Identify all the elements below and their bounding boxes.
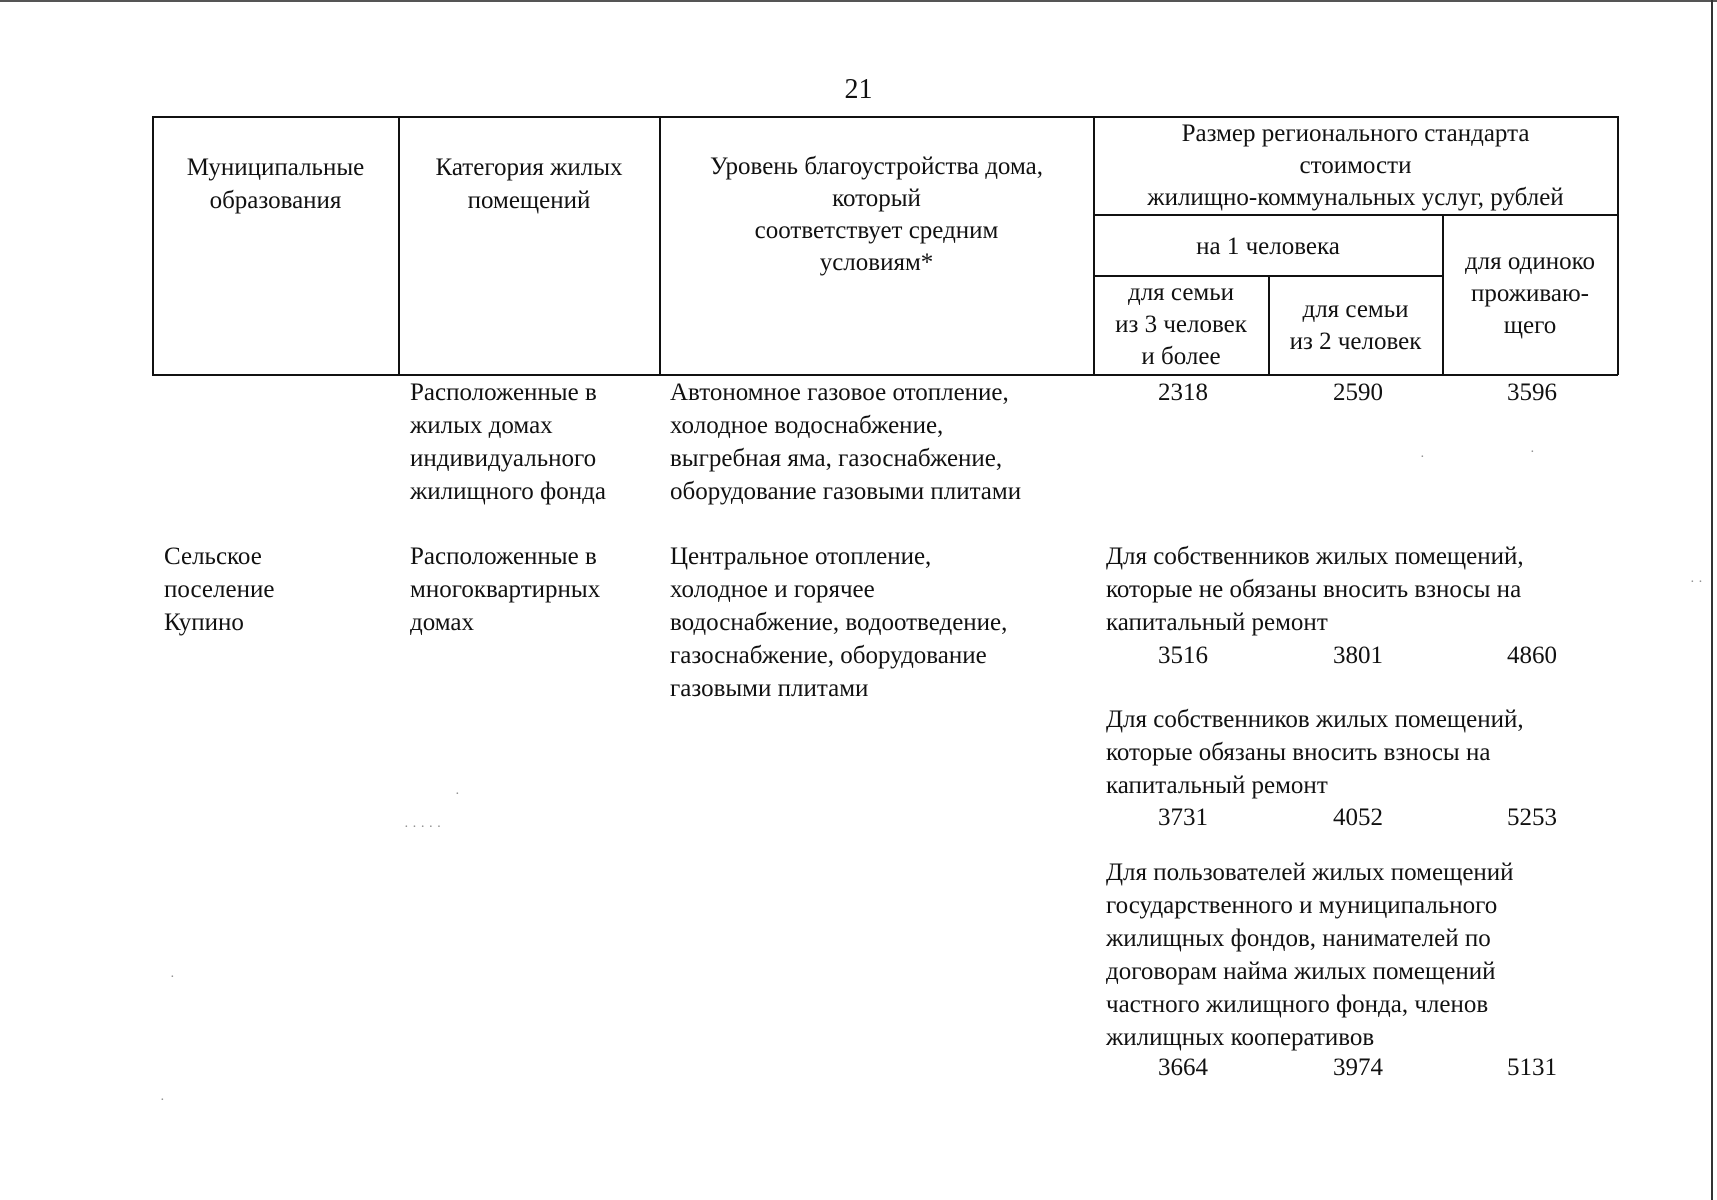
group3-value-family3: 3664	[1158, 1054, 1208, 1081]
scan-edge-top	[0, 0, 1717, 2]
group1-label: Для собственников жилых помещений, которые не обязаны вносить взносы на капитальный ремонт	[1106, 543, 1524, 636]
row2-category: Расположенные в многоквартирных домах	[410, 543, 601, 636]
scan-speck: · ·	[1690, 575, 1703, 590]
header-standard: Размер регионального стандарта стоимости жилищно-коммунальных услуг, рублей	[1147, 120, 1564, 211]
group1-value-single: 4860	[1507, 642, 1557, 669]
header-level: Уровень благоустройства дома, который соответствует средним условиям*	[710, 153, 1043, 276]
header-single: для одиноко проживаю- щего	[1464, 248, 1596, 339]
row1-category: Расположенные в жилых домах индивидуального жилищного фонда	[410, 379, 606, 505]
group2-value-single: 5253	[1507, 804, 1557, 831]
scan-speck: ·	[1420, 450, 1425, 465]
scan-speck: · · · · ·	[404, 820, 442, 835]
row2-municipality: Сельское поселение Купино	[164, 543, 275, 636]
header-family-2: для семьи из 2 человек	[1289, 296, 1422, 355]
scan-speck: ·	[455, 787, 460, 802]
row1-value-family2: 2590	[1333, 379, 1383, 406]
group3-value-family2: 3974	[1333, 1054, 1383, 1081]
row1-value-family3: 2318	[1158, 379, 1208, 406]
row2-level: Центральное отопление, холодное и горячее водоснабжение, водоотведение, газоснабжение, оборудование газовыми плитами	[670, 543, 1008, 702]
group1-value-family3: 3516	[1158, 642, 1208, 669]
scan-speck: ·	[170, 970, 175, 985]
per-person-top-border	[1093, 214, 1618, 216]
group2-value-family2: 4052	[1333, 804, 1383, 831]
group3-label: Для пользователей жилых помещений государственного и муниципального жилищных фондов, нанимателей по договорам найма жилых помещений частного жилищного фонда, членов жилищных кооперативов	[1106, 859, 1514, 1051]
group3-value-single: 5131	[1507, 1054, 1557, 1081]
scan-speck: ·	[160, 1093, 165, 1108]
table-right-border	[1617, 116, 1619, 375]
group2-label: Для собственников жилых помещений, которые обязаны вносить взносы на капитальный ремонт	[1106, 706, 1524, 799]
header-family-3: для семьи из 3 человек и более	[1115, 279, 1247, 370]
group2-value-family3: 3731	[1158, 804, 1208, 831]
header-category: Категория жилых помещений	[435, 154, 623, 214]
page-number: 21	[844, 74, 873, 105]
scan-edge-right	[1711, 0, 1713, 1200]
header-per-person: на 1 человека	[1196, 233, 1340, 260]
header-municipality: Муниципальные образования	[186, 154, 365, 214]
group1-value-family2: 3801	[1333, 642, 1383, 669]
scan-speck: ·	[1530, 445, 1535, 460]
row1-level: Автономное газовое отопление, холодное водоснабжение, выгребная яма, газоснабжение, оборудование газовыми плитами	[670, 379, 1022, 505]
row1-value-single: 3596	[1507, 379, 1557, 406]
